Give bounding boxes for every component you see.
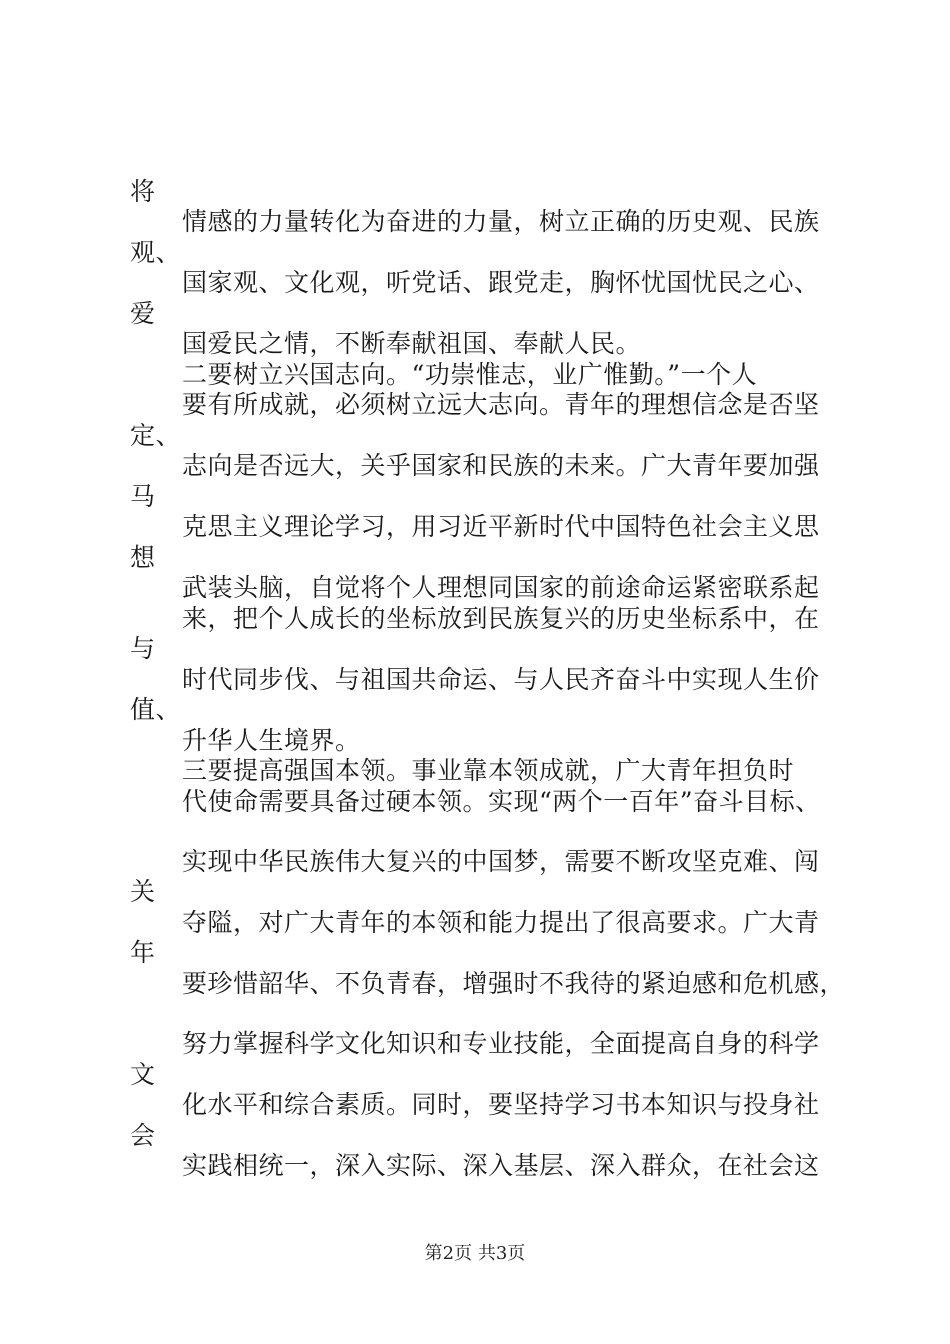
text-line-11: 马 [130,482,156,511]
text-line-24: 夺隘，对广大青年的本领和能力提出了很高要求。广大青 [182,908,820,937]
text-line-16: 与 [130,634,156,663]
text-line-13: 想 [130,543,156,572]
text-line-4: 国家观、文化观，听党话、跟党走，胸怀忧国忧民之心、 [182,268,820,297]
text-line-30: 会 [130,1121,156,1150]
text-line-2: 情感的力量转化为奋进的力量，树立正确的历史观、民族 [182,207,820,236]
text-line-22: 实现中华民族伟大复兴的中国梦，需要不断攻坚克难、闯 [182,847,820,876]
text-line-12: 克思主义理论学习，用习近平新时代中国特色社会主义思 [182,512,820,541]
text-line-21: 代使命需要具备过硬本领。实现“两个一百年”奋斗目标、 [182,787,821,816]
text-line-18: 值、 [130,695,182,724]
text-line-28: 文 [130,1060,156,1089]
text-line-19: 升华人生境界。 [182,726,361,755]
text-line-25: 年 [130,938,156,967]
text-line-10: 志向是否远大，关乎国家和民族的未来。广大青年要加强 [182,451,820,480]
page-number-footer: 第2页 共3页 [424,1243,526,1264]
text-line-1: 将 [130,177,156,206]
text-line-7: 二要树立兴国志向。“功崇惟志，业广惟勤。”一个人 [182,360,758,389]
text-line-29: 化水平和综合素质。同时，要坚持学习书本知识与投身社 [182,1090,820,1119]
text-line-17: 时代同步伐、与祖国共命运、与人民齐奋斗中实现人生价 [182,665,820,694]
text-line-20: 三要提高强国本领。事业靠本领成就，广大青年担负时 [182,756,795,785]
text-line-15: 来，把个人成长的坐标放到民族复兴的历史坐标系中，在 [182,604,820,633]
text-line-5: 爱 [130,299,156,328]
text-line-23: 关 [130,877,156,906]
text-line-9: 定、 [130,421,182,450]
text-line-27: 努力掌握科学文化知识和专业技能，全面提高自身的科学 [182,1029,820,1058]
text-line-14: 武装头脑，自觉将个人理想同国家的前途命运紧密联系起 [182,573,820,602]
text-line-6: 国爱民之情，不断奉献祖国、奉献人民。 [182,329,642,358]
text-line-31: 实践相统一，深入实际、深入基层、深入群众，在社会这 [182,1151,820,1180]
text-line-26: 要珍惜韶华、不负青春，增强时不我待的紧迫感和危机感， [182,969,846,998]
text-line-3: 观、 [130,238,182,267]
text-line-8: 要有所成就，必须树立远大志向。青年的理想信念是否坚 [182,390,820,419]
